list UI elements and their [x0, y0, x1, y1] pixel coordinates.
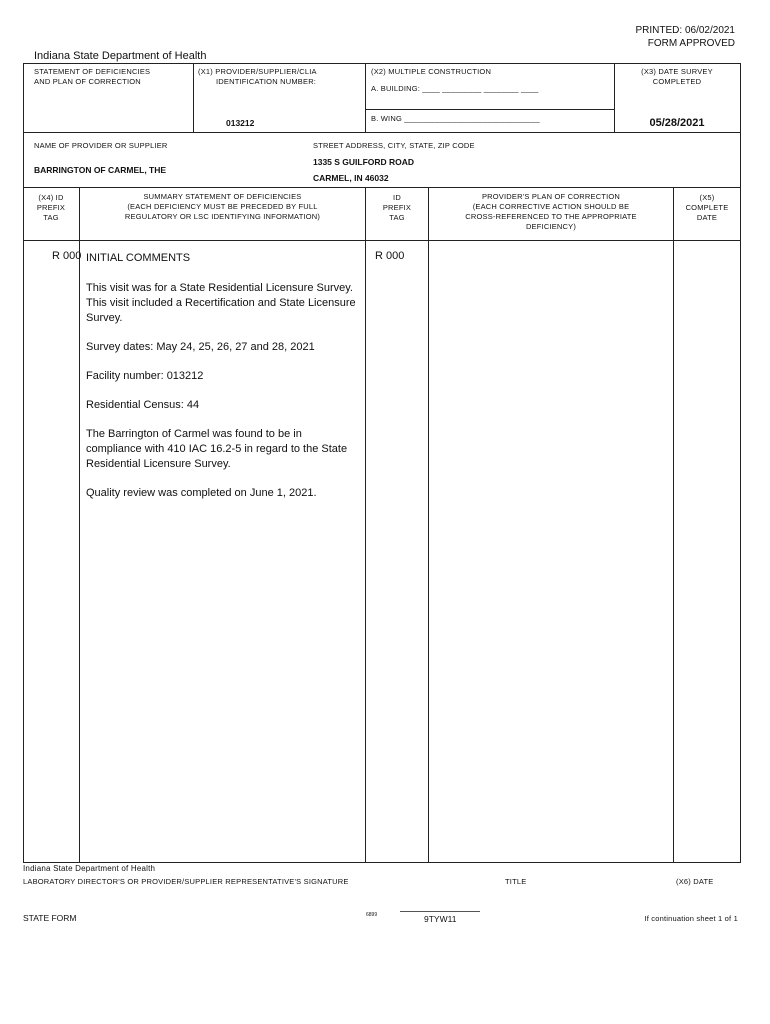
summary-header-line1: SUMMARY STATEMENT OF DEFICIENCIES — [143, 192, 302, 201]
x5-header-line3: DATE — [696, 213, 718, 222]
id-header-line1: ID — [393, 193, 401, 202]
summary-header-line2: (EACH DEFICIENCY MUST BE PRECEDED BY FULL — [127, 202, 318, 211]
building-field: A. BUILDING: ____ _________ ________ ____ — [371, 84, 539, 93]
right-prefix-tag: R 000 — [375, 250, 405, 262]
event-id: 9TYW11 — [424, 914, 457, 924]
divider-row2-bottom — [23, 187, 740, 188]
frame-left-border — [23, 63, 24, 863]
event-id-underline — [400, 911, 480, 912]
provider-name: BARRINGTON OF CARMEL, THE — [34, 165, 167, 175]
entry-title: INITIAL COMMENTS — [86, 252, 191, 264]
form-number: 6899 — [366, 912, 378, 918]
paragraph-compliance: The Barrington of Carmel was found to be in compliance with 410 IAC 16.2-5 in regard to the State Residential Licensure Survey. — [86, 428, 348, 470]
divider-building-wing — [365, 109, 614, 110]
column-divider-4 — [673, 187, 674, 862]
x5-header-line2: COMPLETE — [685, 203, 729, 212]
frame-top-border — [23, 63, 740, 64]
provider-id-value: 013212 — [226, 118, 255, 128]
address-line1: 1335 S GUILFORD ROAD — [313, 157, 415, 167]
continuation-sheet: If continuation sheet 1 of 1 — [644, 914, 738, 923]
id-header-line3: TAG — [389, 213, 405, 222]
frame-bottom-border — [23, 862, 741, 863]
paragraph-facility-number: Facility number: 013212 — [86, 370, 204, 382]
statement-label-line2: AND PLAN OF CORRECTION — [34, 77, 141, 86]
divider-header-bottom — [23, 240, 740, 241]
x4-header-line2: PREFIX — [36, 203, 66, 212]
signature-label: LABORATORY DIRECTOR'S OR PROVIDER/SUPPLIER REPRESENTATIVE'S SIGNATURE — [23, 877, 349, 886]
x5-header-line1: (X5) — [699, 193, 715, 202]
survey-date-value: 05/28/2021 — [649, 117, 705, 129]
column-divider-1 — [79, 187, 80, 862]
form-approved-label: FORM APPROVED — [647, 38, 735, 49]
id-header-line2: PREFIX — [382, 203, 412, 212]
address-label: STREET ADDRESS, CITY, STATE, ZIP CODE — [313, 141, 475, 150]
x2-label: (X2) MULTIPLE CONSTRUCTION — [371, 67, 492, 76]
column-divider-3 — [428, 187, 429, 862]
x1-label-line1: (X1) PROVIDER/SUPPLIER/CLIA — [198, 67, 317, 76]
x3-label-line2: COMPLETED — [652, 77, 702, 86]
plan-header-line3: CROSS-REFERENCED TO THE APPROPRIATE — [465, 212, 637, 221]
paragraph-census: Residential Census: 44 — [86, 399, 200, 411]
divider-x2 — [365, 63, 366, 132]
x4-header-line1: (X4) ID — [38, 193, 64, 202]
divider-x1 — [193, 63, 194, 132]
printed-date: PRINTED: 06/02/2021 — [635, 25, 735, 36]
title-label: TITLE — [505, 877, 527, 886]
date-label: (X6) DATE — [676, 877, 714, 886]
frame-right-border — [740, 63, 741, 863]
plan-header-line4: DEFICIENCY) — [525, 222, 577, 231]
left-prefix-tag: R 000 — [52, 250, 82, 262]
x3-label-line1: (X3) DATE SURVEY — [641, 67, 713, 76]
paragraph-visit: This visit was for a State Residential Licensure Survey. This visit included a Recertification and State Licensure Survey. — [86, 282, 356, 324]
paragraph-survey-dates: Survey dates: May 24, 25, 26, 27 and 28, 2021 — [86, 341, 315, 353]
plan-header-line2: (EACH CORRECTIVE ACTION SHOULD BE — [472, 202, 630, 211]
x1-label-line2: IDENTIFICATION NUMBER: — [216, 77, 317, 86]
wing-field: B. WING _______________________________ — [371, 114, 540, 123]
agency-name: Indiana State Department of Health — [34, 50, 207, 62]
summary-header-line3: REGULATORY OR LSC IDENTIFYING INFORMATION) — [124, 212, 321, 221]
plan-header-line1: PROVIDER'S PLAN OF CORRECTION — [481, 192, 621, 201]
x4-header-line3: TAG — [43, 213, 59, 222]
address-line2: CARMEL, IN 46032 — [313, 173, 389, 183]
provider-name-label: NAME OF PROVIDER OR SUPPLIER — [34, 141, 168, 150]
column-divider-2 — [365, 187, 366, 862]
paragraph-quality-review: Quality review was completed on June 1, 2021. — [86, 487, 317, 499]
divider-row1-bottom — [23, 132, 740, 133]
statement-label-line1: STATEMENT OF DEFICIENCIES — [34, 67, 151, 76]
footer-agency: Indiana State Department of Health — [23, 864, 156, 873]
state-form-label: STATE FORM — [23, 913, 77, 923]
entry-body — [86, 281, 356, 515]
